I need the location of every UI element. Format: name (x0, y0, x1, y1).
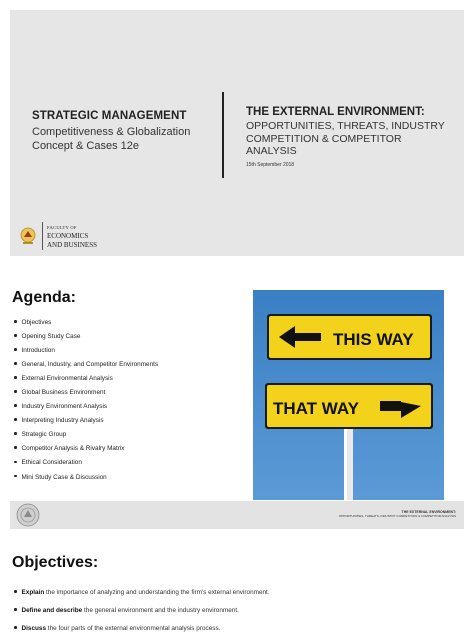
footer-subtitle: OPPORTUNITIES, THREATS, INDUSTRY COMPETITION & COMPETITOR ANALYSIS (338, 514, 456, 518)
sign-top-text: THIS WAY (333, 330, 414, 349)
topic-subtitle-line3: ANALYSIS (246, 145, 297, 157)
university-seal-icon (18, 226, 38, 246)
agenda-item: Mini Study Case & Discussion (14, 471, 158, 485)
topic-title: THE EXTERNAL ENVIRONMENT: (246, 106, 425, 118)
objectives-slide (10, 540, 464, 632)
logo-line1: FACULTY OF (47, 224, 77, 230)
agenda-item: Ethical Consideration (14, 456, 158, 470)
logo-line2: ECONOMICS (47, 231, 89, 240)
direction-signs-image (253, 290, 444, 500)
course-subtitle (32, 125, 217, 153)
agenda-item: Opening Study Case (14, 330, 158, 344)
university-seal-icon (16, 503, 40, 527)
topic-block (246, 106, 456, 168)
objectives-title: Objectives: (12, 554, 99, 571)
logo-line3: AND BUSINESS (47, 240, 97, 249)
agenda-item: External Environmental Analysis (14, 372, 158, 386)
agenda-item: Interpreting Industry Analysis (14, 414, 158, 428)
agenda-item: Industry Environment Analysis (14, 400, 158, 414)
logo-wordmark (47, 223, 97, 250)
objective-item: Define and describe the general environment and the industry environment. (14, 602, 270, 620)
topic-subtitle (246, 120, 456, 158)
agenda-item: Competitor Analysis & Rivalry Matrix (14, 442, 158, 456)
course-subtitle-line2: Concept & Cases 12e (32, 140, 140, 152)
agenda-item: Strategic Group (14, 428, 158, 442)
agenda-item: Global Business Environment (14, 386, 158, 400)
objective-item: Explain the importance of analyzing and understanding the firm's external environment. (14, 584, 270, 602)
footer-caption (339, 510, 456, 518)
agenda-slide (10, 275, 464, 529)
objectives-list (14, 584, 270, 638)
sign-bottom-text: THAT WAY (273, 399, 359, 418)
agenda-list (14, 316, 158, 485)
course-block (32, 110, 217, 153)
logo-divider (42, 222, 43, 250)
title-divider (222, 92, 224, 178)
course-title: STRATEGIC MANAGEMENT (32, 110, 187, 122)
topic-subtitle-line1: OPPORTUNITIES, THREATS, INDUSTRY (246, 120, 445, 132)
title-slide (10, 10, 464, 256)
agenda-item: Objectives (14, 316, 158, 330)
slide-footer (10, 501, 464, 529)
footer-title: THE EXTERNAL ENVIRONMENT: (401, 510, 456, 514)
topic-subtitle-line2: COMPETITION & COMPETITOR (246, 132, 402, 145)
presentation-date: 15th September 2018 (246, 161, 295, 168)
course-subtitle-line1: Competitiveness & Globalization (32, 126, 191, 138)
agenda-item: Introduction (14, 344, 158, 358)
agenda-item: General, Industry, and Competitor Environments (14, 358, 158, 372)
objective-item: Discuss the four parts of the external environmental analysis process. (14, 620, 270, 638)
faculty-logo (18, 220, 97, 252)
agenda-title: Agenda: (12, 289, 76, 306)
